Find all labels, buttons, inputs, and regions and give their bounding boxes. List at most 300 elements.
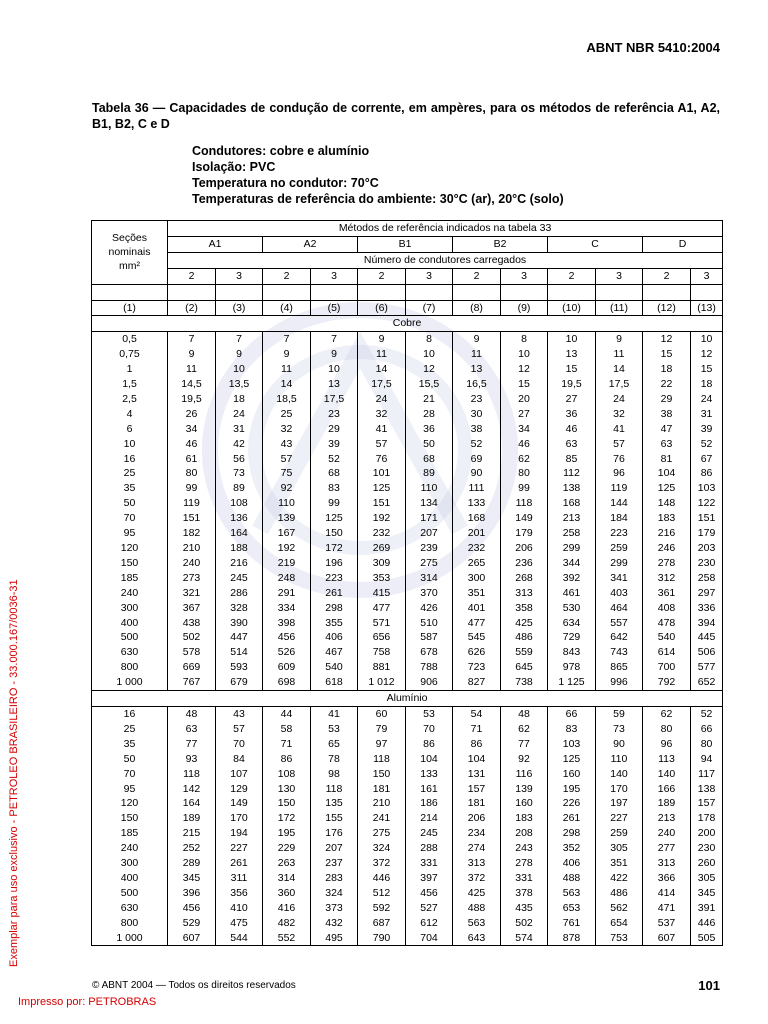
ampacity-cell: 85: [548, 452, 596, 467]
ampacity-cell: 12: [643, 332, 691, 347]
ampacity-cell: 21: [406, 392, 453, 407]
ampacity-cell: 328: [216, 601, 263, 616]
ampacity-cell: 139: [263, 511, 311, 526]
ampacity-cell: 351: [453, 586, 501, 601]
ampacity-cell: 321: [168, 586, 216, 601]
ampacity-cell: 788: [406, 660, 453, 675]
ampacity-cell: 406: [548, 856, 596, 871]
ampacity-cell: 57: [263, 452, 311, 467]
ampacity-cell: 59: [596, 706, 643, 721]
table-row: [92, 586, 723, 601]
ampacity-cell: 259: [596, 826, 643, 841]
ampacity-cell: 44: [263, 706, 311, 721]
ampacity-cell: 352: [548, 841, 596, 856]
ampacity-cell: 150: [311, 526, 358, 541]
ampacity-cell: 571: [358, 616, 406, 631]
ampacity-cell: 562: [596, 901, 643, 916]
section-cell: 120: [92, 541, 168, 556]
spec-ambient-temperature: Temperaturas de referência do ambiente: 30°C (ar), 20°C (solo): [192, 192, 564, 206]
ampacity-cell: 353: [358, 571, 406, 586]
ampacity-cell: 54: [453, 706, 501, 721]
table-row: [92, 931, 723, 946]
ampacity-cell: 149: [216, 796, 263, 811]
ampacity-cell: 43: [216, 706, 263, 721]
ampacity-cell: 151: [168, 511, 216, 526]
ampacity-cell: 182: [168, 526, 216, 541]
ampacity-cell: 206: [501, 541, 548, 556]
ampacity-cell: 29: [311, 422, 358, 437]
ampacity-cell: 312: [643, 571, 691, 586]
ampacity-cell: 103: [691, 481, 723, 496]
ampacity-cell: 63: [548, 437, 596, 452]
section-cell: 500: [92, 886, 168, 901]
ampacity-cell: 475: [216, 916, 263, 931]
ampacity-cell: 790: [358, 931, 406, 946]
ampacity-cell: 261: [311, 586, 358, 601]
table-row: [92, 722, 723, 737]
column-number-cell: (13): [691, 300, 723, 316]
ampacity-cell: 477: [453, 616, 501, 631]
ampacity-cell: 545: [453, 630, 501, 645]
ampacity-cell: 160: [501, 796, 548, 811]
section-cell: 1,5: [92, 377, 168, 392]
ampacity-cell: 298: [548, 826, 596, 841]
ampacity-cell: 223: [311, 571, 358, 586]
ampacity-cell: 248: [263, 571, 311, 586]
ampacity-cell: 482: [263, 916, 311, 931]
ampacity-cell: 171: [406, 511, 453, 526]
ampacity-cell: 614: [643, 645, 691, 660]
ampacity-cell: 98: [311, 767, 358, 782]
ampacity-cell: 81: [643, 452, 691, 467]
ampacity-cell: 67: [691, 452, 723, 467]
column-number-cell: (9): [501, 300, 548, 316]
ampacity-cell: 425: [501, 616, 548, 631]
ampacity-cell: 46: [548, 422, 596, 437]
ampacity-cell: 311: [216, 871, 263, 886]
ampacity-cell: 390: [216, 616, 263, 631]
ampacity-cell: 176: [311, 826, 358, 841]
table-row: [92, 856, 723, 871]
ampacity-cell: 76: [596, 452, 643, 467]
ampacity-cell: 52: [691, 437, 723, 452]
ampacity-cell: 144: [596, 496, 643, 511]
ampacity-cell: 366: [643, 871, 691, 886]
ampacity-cell: 237: [311, 856, 358, 871]
ampacity-cell: 53: [406, 706, 453, 721]
ampacity-cell: 563: [548, 886, 596, 901]
ampacity-cell: 207: [406, 526, 453, 541]
loaded-count-cell: 3: [311, 268, 358, 284]
ampacity-cell: 38: [453, 422, 501, 437]
ampacity-cell: 39: [311, 437, 358, 452]
ampacity-cell: 62: [643, 706, 691, 721]
ampacity-cell: 865: [596, 660, 643, 675]
ampacity-cell: 99: [311, 496, 358, 511]
ampacity-cell: 11: [358, 347, 406, 362]
ampacity-cell: 206: [453, 811, 501, 826]
ampacity-cell: 643: [453, 931, 501, 946]
ampacity-cell: 414: [643, 886, 691, 901]
ampacity-cell: 77: [501, 737, 548, 752]
ampacity-cell: 467: [311, 645, 358, 660]
ampacity-cell: 324: [358, 841, 406, 856]
ampacity-cell: 50: [406, 437, 453, 452]
ampacity-cell: 471: [643, 901, 691, 916]
table-row: [92, 332, 723, 347]
ampacity-cell: 370: [406, 586, 453, 601]
ampacity-cell: 704: [406, 931, 453, 946]
table-row: [92, 901, 723, 916]
ampacity-cell: 425: [453, 886, 501, 901]
ampacity-cell: 104: [643, 466, 691, 481]
section-cell: 150: [92, 811, 168, 826]
ampacity-cell: 341: [596, 571, 643, 586]
ampacity-cell: 43: [263, 437, 311, 452]
section-cell: 120: [92, 796, 168, 811]
ampacity-cell: 52: [311, 452, 358, 467]
ampacity-cell: 252: [168, 841, 216, 856]
ampacity-cell: 259: [596, 541, 643, 556]
ampacity-cell: 11: [263, 362, 311, 377]
ampacity-cell: 167: [263, 526, 311, 541]
ampacity-cell: 32: [358, 407, 406, 422]
column-number-cell: (11): [596, 300, 643, 316]
ampacity-cell: 260: [691, 856, 723, 871]
ampacity-cell: 130: [263, 782, 311, 797]
ampacity-cell: 66: [691, 722, 723, 737]
table-row: [92, 630, 723, 645]
section-cell: 10: [92, 437, 168, 452]
column-number-cell: (5): [311, 300, 358, 316]
ampacity-cell: 18: [691, 377, 723, 392]
ampacity-cell: 446: [358, 871, 406, 886]
ampacity-cell: 70: [406, 722, 453, 737]
ampacity-cell: 9: [263, 347, 311, 362]
ampacity-cell: 843: [548, 645, 596, 660]
ampacity-cell: 9: [216, 347, 263, 362]
section-cell: 95: [92, 782, 168, 797]
ampacity-cell: 172: [311, 541, 358, 556]
ampacity-cell: 372: [358, 856, 406, 871]
printed-by-note: Impresso por: PETROBRAS: [18, 996, 157, 1008]
ampacity-cell: 135: [311, 796, 358, 811]
ampacity-cell: 415: [358, 586, 406, 601]
ampacity-cell: 56: [216, 452, 263, 467]
ampacity-cell: 189: [643, 796, 691, 811]
ampacity-cell: 230: [691, 556, 723, 571]
ampacity-cell: 203: [691, 541, 723, 556]
ampacity-cell: 232: [358, 526, 406, 541]
ampacity-cell: 75: [263, 466, 311, 481]
ampacity-cell: 28: [406, 407, 453, 422]
ampacity-cell: 403: [596, 586, 643, 601]
loaded-count-cell: 2: [643, 268, 691, 284]
ampacity-cell: 125: [548, 752, 596, 767]
ampacity-cell: 297: [691, 586, 723, 601]
ampacity-cell: 878: [548, 931, 596, 946]
ampacity-cell: 118: [501, 496, 548, 511]
ampacity-cell: 29: [643, 392, 691, 407]
table-row: [92, 841, 723, 856]
table-row: [92, 752, 723, 767]
ampacity-cell: 618: [311, 675, 358, 690]
ampacity-cell: 10: [548, 332, 596, 347]
section-header: Seções nominais mm²: [92, 221, 168, 285]
ampacity-cell: 1 012: [358, 675, 406, 690]
ampacity-cell: 530: [548, 601, 596, 616]
ampacity-cell: 207: [311, 841, 358, 856]
ampacity-cell: 142: [168, 782, 216, 797]
ampacity-cell: 83: [548, 722, 596, 737]
ampacity-cell: 289: [168, 856, 216, 871]
ampacity-cell: 669: [168, 660, 216, 675]
ampacity-cell: 761: [548, 916, 596, 931]
ampacity-cell: 445: [691, 630, 723, 645]
ampacity-cell: 108: [263, 767, 311, 782]
conductor-specs: [192, 143, 564, 207]
ampacity-cell: 41: [311, 706, 358, 721]
ampacity-cell: 36: [406, 422, 453, 437]
ampacity-cell: 24: [358, 392, 406, 407]
ampacity-cell: 274: [453, 841, 501, 856]
ampacity-cell: 7: [168, 332, 216, 347]
ampacity-cell: 184: [596, 511, 643, 526]
ampacity-cell: 488: [548, 871, 596, 886]
table-row: [92, 571, 723, 586]
ampacity-cell: 723: [453, 660, 501, 675]
ampacity-cell: 214: [406, 811, 453, 826]
ampacity-cell: 17,5: [311, 392, 358, 407]
ampacity-cell: 172: [263, 811, 311, 826]
ampacity-cell: 275: [358, 826, 406, 841]
ampacity-cell: 11: [168, 362, 216, 377]
ampacity-cell: 240: [643, 826, 691, 841]
ampacity-cell: 31: [216, 422, 263, 437]
ampacity-cell: 578: [168, 645, 216, 660]
ampacity-cell: 378: [501, 886, 548, 901]
ampacity-cell: 179: [501, 526, 548, 541]
ampacity-cell: 164: [216, 526, 263, 541]
section-cell: 800: [92, 916, 168, 931]
material-group-label: Cobre: [92, 316, 723, 332]
ampacity-cell: 245: [406, 826, 453, 841]
ampacity-cell: 426: [406, 601, 453, 616]
ampacity-cell: 642: [596, 630, 643, 645]
ampacity-cell: 700: [643, 660, 691, 675]
material-group-label: Alumínio: [92, 691, 723, 707]
table-row: [92, 645, 723, 660]
ampacity-cell: 150: [358, 767, 406, 782]
ampacity-cell: 243: [501, 841, 548, 856]
ampacity-cell: 505: [691, 931, 723, 946]
ampacity-cell: 544: [216, 931, 263, 946]
ampacity-cell: 18,5: [263, 392, 311, 407]
ampacity-cell: 118: [311, 782, 358, 797]
ampacity-cell: 12: [691, 347, 723, 362]
ampacity-cell: 83: [311, 481, 358, 496]
ampacity-cell: 574: [501, 931, 548, 946]
ampacity-cell: 30: [453, 407, 501, 422]
ampacity-cell: 213: [643, 811, 691, 826]
ampacity-cell: 138: [548, 481, 596, 496]
ampacity-cell: 9: [596, 332, 643, 347]
ampacity-cell: 978: [548, 660, 596, 675]
table-row: [92, 362, 723, 377]
ampacity-cell: 122: [691, 496, 723, 511]
ampacity-cell: 213: [548, 511, 596, 526]
spec-conductors: Condutores: cobre e alumínio: [192, 144, 370, 158]
table-row: [92, 811, 723, 826]
ampacity-cell: 422: [596, 871, 643, 886]
ampacity-cell: 210: [358, 796, 406, 811]
ampacity-cell: 447: [216, 630, 263, 645]
ampacity-cell: 288: [406, 841, 453, 856]
ampacity-cell: 57: [596, 437, 643, 452]
ampacity-cell: 456: [263, 630, 311, 645]
ampacity-cell: 57: [358, 437, 406, 452]
method-b1: B1: [358, 236, 453, 252]
ampacity-cell: 164: [168, 796, 216, 811]
ampacity-cell: 607: [168, 931, 216, 946]
ampacity-cell: 351: [596, 856, 643, 871]
ampacity-cell: 160: [548, 767, 596, 782]
ampacity-cell: 698: [263, 675, 311, 690]
ampacity-cell: 94: [691, 752, 723, 767]
ampacity-table: [91, 220, 723, 946]
ampacity-cell: 161: [406, 782, 453, 797]
ampacity-cell: 73: [596, 722, 643, 737]
method-a1: A1: [168, 236, 263, 252]
ampacity-cell: 186: [406, 796, 453, 811]
ampacity-cell: 118: [358, 752, 406, 767]
ampacity-cell: 356: [216, 886, 263, 901]
ampacity-cell: 8: [406, 332, 453, 347]
ampacity-cell: 32: [263, 422, 311, 437]
method-d: D: [643, 236, 723, 252]
loaded-conductors-title: Número de condutores carregados: [168, 252, 723, 268]
ampacity-cell: 149: [501, 511, 548, 526]
ampacity-cell: 196: [311, 556, 358, 571]
table-row: [92, 737, 723, 752]
ampacity-cell: 446: [691, 916, 723, 931]
ampacity-cell: 14: [358, 362, 406, 377]
table-row: [92, 826, 723, 841]
ampacity-cell: 125: [643, 481, 691, 496]
column-number-cell: (6): [358, 300, 406, 316]
ampacity-cell: 63: [643, 437, 691, 452]
ampacity-cell: 34: [168, 422, 216, 437]
section-cell: 400: [92, 616, 168, 631]
ampacity-cell: 313: [453, 856, 501, 871]
ampacity-cell: 46: [501, 437, 548, 452]
ampacity-cell: 136: [216, 511, 263, 526]
ampacity-cell: 679: [216, 675, 263, 690]
ampacity-cell: 19,5: [548, 377, 596, 392]
ampacity-cell: 86: [263, 752, 311, 767]
ampacity-cell: 66: [548, 706, 596, 721]
section-cell: 630: [92, 901, 168, 916]
loaded-count-cell: 2: [453, 268, 501, 284]
ampacity-cell: 183: [643, 511, 691, 526]
ampacity-cell: 299: [596, 556, 643, 571]
ampacity-cell: 612: [406, 916, 453, 931]
ampacity-cell: 261: [548, 811, 596, 826]
ampacity-cell: 767: [168, 675, 216, 690]
ampacity-cell: 300: [453, 571, 501, 586]
table-row: [92, 437, 723, 452]
ampacity-cell: 678: [406, 645, 453, 660]
methods-title: Métodos de referência indicados na tabela 33: [168, 221, 723, 237]
method-c: C: [548, 236, 643, 252]
ampacity-cell: 197: [596, 796, 643, 811]
ampacity-cell: 502: [501, 916, 548, 931]
ampacity-cell: 656: [358, 630, 406, 645]
ampacity-cell: 577: [691, 660, 723, 675]
ampacity-cell: 86: [453, 737, 501, 752]
ampacity-cell: 84: [216, 752, 263, 767]
ampacity-cell: 526: [263, 645, 311, 660]
ampacity-cell: 283: [311, 871, 358, 886]
ampacity-cell: 11: [596, 347, 643, 362]
ampacity-cell: 151: [358, 496, 406, 511]
ampacity-cell: 71: [453, 722, 501, 737]
table-row: [92, 377, 723, 392]
ampacity-cell: 268: [501, 571, 548, 586]
ampacity-cell: 557: [596, 616, 643, 631]
ampacity-cell: 486: [501, 630, 548, 645]
ampacity-cell: 80: [168, 466, 216, 481]
ampacity-cell: 86: [691, 466, 723, 481]
ampacity-cell: 18: [216, 392, 263, 407]
ampacity-cell: 456: [406, 886, 453, 901]
ampacity-cell: 22: [643, 377, 691, 392]
ampacity-cell: 93: [168, 752, 216, 767]
ampacity-cell: 743: [596, 645, 643, 660]
ampacity-cell: 90: [453, 466, 501, 481]
ampacity-cell: 79: [358, 722, 406, 737]
spec-insulation: Isolação: PVC: [192, 160, 276, 174]
ampacity-cell: 314: [263, 871, 311, 886]
ampacity-cell: 226: [548, 796, 596, 811]
section-cell: 300: [92, 601, 168, 616]
table-row: [92, 601, 723, 616]
ampacity-cell: 15,5: [406, 377, 453, 392]
ampacity-cell: 24: [216, 407, 263, 422]
section-cell: 800: [92, 660, 168, 675]
ampacity-cell: 18: [643, 362, 691, 377]
ampacity-cell: 13: [311, 377, 358, 392]
table-row: [92, 452, 723, 467]
ampacity-cell: 68: [311, 466, 358, 481]
ampacity-cell: 140: [643, 767, 691, 782]
table-caption: Tabela 36 — Capacidades de condução de corrente, em ampères, para os métodos de referência A1, A2, B1, B2, C e D: [92, 101, 720, 131]
table-row: [92, 675, 723, 690]
ampacity-cell: 396: [168, 886, 216, 901]
ampacity-cell: 358: [501, 601, 548, 616]
ampacity-cell: 9: [453, 332, 501, 347]
ampacity-cell: 331: [406, 856, 453, 871]
ampacity-cell: 360: [263, 886, 311, 901]
ampacity-cell: 687: [358, 916, 406, 931]
ampacity-cell: 170: [216, 811, 263, 826]
ampacity-cell: 61: [168, 452, 216, 467]
ampacity-cell: 314: [406, 571, 453, 586]
ampacity-cell: 372: [453, 871, 501, 886]
ampacity-cell: 80: [643, 722, 691, 737]
ampacity-cell: 195: [263, 826, 311, 841]
table-row: [92, 466, 723, 481]
